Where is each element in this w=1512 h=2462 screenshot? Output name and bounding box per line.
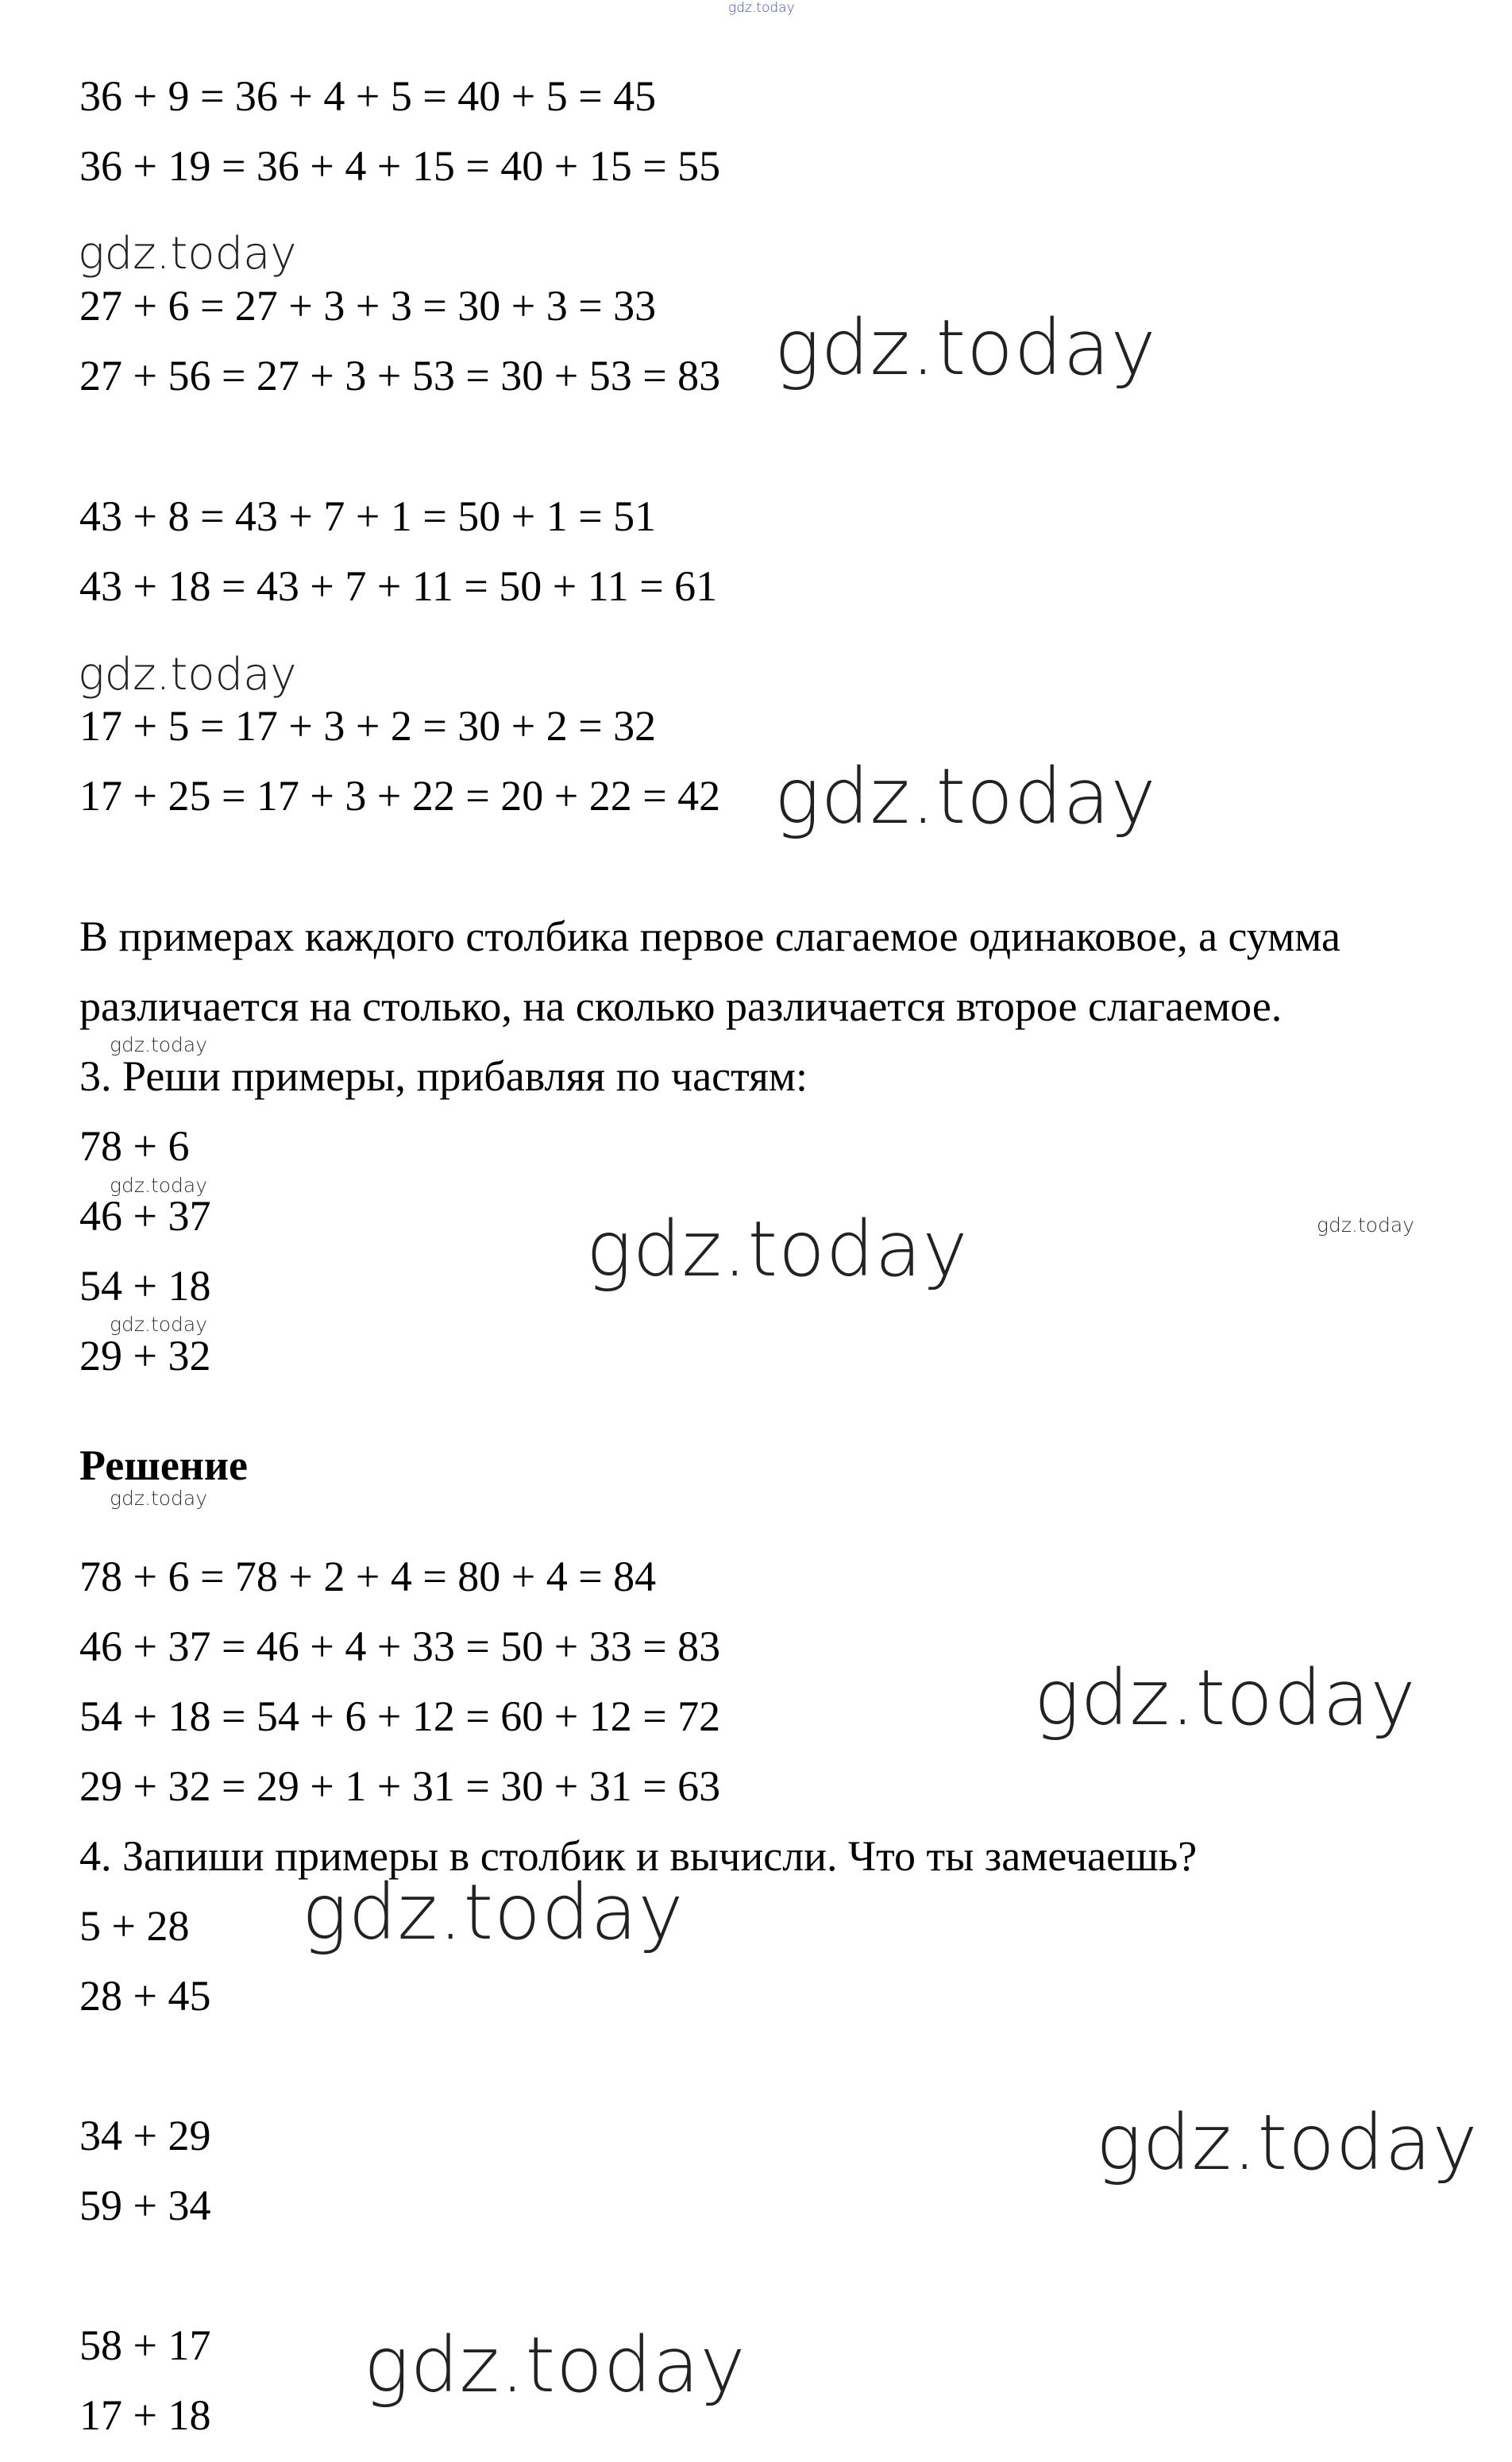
task3-title: 3. Реши примеры, прибавляя по частям: (79, 1052, 808, 1100)
task3-example: 46 + 37 (79, 1192, 211, 1240)
task4-title: 4. Запиши примеры в столбик и вычисли. Что ты замечаешь? (79, 1832, 1198, 1880)
solution-line: 29 + 32 = 29 + 1 + 31 = 30 + 31 = 63 (79, 1762, 721, 1810)
task4-example: 58 + 17 (79, 2321, 211, 2369)
watermark: gdz.today (1034, 1654, 1417, 1742)
task3-example: 78 + 6 (79, 1122, 190, 1170)
watermark-small: gdz.today (110, 1033, 208, 1056)
equation-line: 27 + 6 = 27 + 3 + 3 = 30 + 3 = 33 (79, 282, 657, 330)
watermark-small: gdz.today (110, 1487, 208, 1510)
equation-line: 36 + 19 = 36 + 4 + 15 = 40 + 15 = 55 (79, 142, 721, 190)
watermark-top: gdz.today (728, 0, 795, 16)
task4-example: 5 + 28 (79, 1902, 190, 1950)
conclusion-line-1: В примерах каждого столбика первое слагаемое одинаковое, а сумма (79, 913, 1341, 960)
task4-example: 28 + 45 (79, 1972, 211, 2020)
conclusion-line-2: различается на столько, на сколько различается второе слагаемое. (79, 982, 1282, 1030)
task3-example: 54 + 18 (79, 1262, 211, 1310)
watermark: gdz.today (78, 649, 297, 700)
watermark-small: gdz.today (1317, 1214, 1415, 1237)
watermark: gdz.today (364, 2321, 746, 2410)
watermark-small: gdz.today (110, 1174, 208, 1197)
task3-example: 29 + 32 (79, 1332, 211, 1380)
task4-example: 34 + 29 (79, 2112, 211, 2159)
solution-heading: Решение (79, 1441, 248, 1489)
watermark: gdz.today (586, 1205, 969, 1294)
equation-line: 17 + 5 = 17 + 3 + 2 = 30 + 2 = 32 (79, 702, 657, 750)
watermark: gdz.today (302, 1868, 685, 1957)
task4-example: 59 + 34 (79, 2182, 211, 2229)
equation-line: 43 + 18 = 43 + 7 + 11 = 50 + 11 = 61 (79, 562, 718, 610)
equation-line: 17 + 25 = 17 + 3 + 22 = 20 + 22 = 42 (79, 772, 721, 820)
watermark: gdz.today (78, 228, 297, 280)
equation-line: 43 + 8 = 43 + 7 + 1 = 50 + 1 = 51 (79, 492, 657, 540)
task4-example: 17 + 18 (79, 2391, 211, 2439)
solution-line: 78 + 6 = 78 + 2 + 4 = 80 + 4 = 84 (79, 1553, 657, 1600)
watermark: gdz.today (1096, 2098, 1479, 2187)
solution-line: 54 + 18 = 54 + 6 + 12 = 60 + 12 = 72 (79, 1692, 721, 1740)
solution-line: 46 + 37 = 46 + 4 + 33 = 50 + 33 = 83 (79, 1623, 721, 1670)
equation-line: 27 + 56 = 27 + 3 + 53 = 30 + 53 = 83 (79, 352, 721, 399)
watermark: gdz.today (774, 303, 1157, 392)
equation-line: 36 + 9 = 36 + 4 + 5 = 40 + 5 = 45 (79, 72, 657, 120)
watermark-small: gdz.today (110, 1313, 208, 1336)
watermark: gdz.today (774, 752, 1157, 841)
